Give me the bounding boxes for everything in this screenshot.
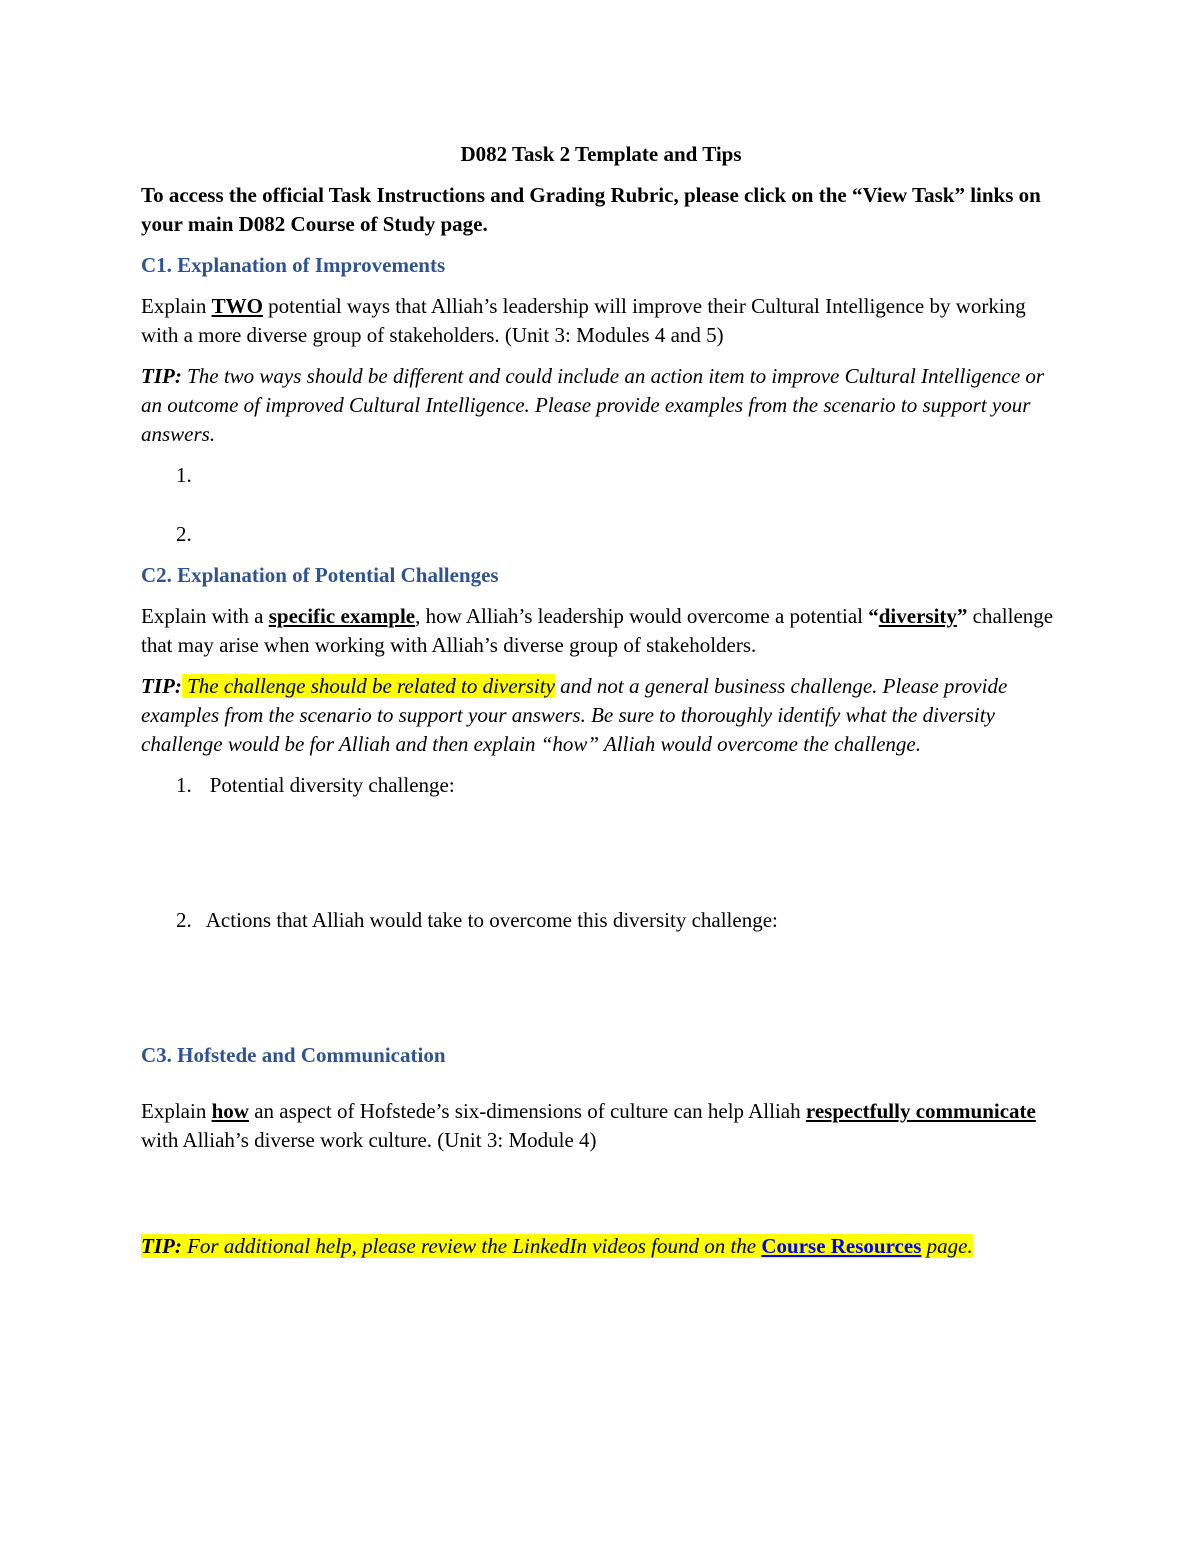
section-c3-prompt (141, 1097, 1061, 1155)
c2-answer-item-2 (141, 906, 1061, 935)
c1-answer-item-1: 1. (176, 463, 192, 487)
section-c2-heading: C2. Explanation of Potential Challenges (141, 563, 499, 587)
final-tip (141, 1232, 1061, 1261)
section-c1-heading: C1. Explanation of Improvements (141, 253, 446, 277)
final-tip-label: TIP: (141, 1234, 182, 1258)
final-tip-end: page. (921, 1234, 973, 1258)
final-tip-text: For additional help, please review the LinkedIn videos found on the (181, 1234, 762, 1258)
c2-tip-label: TIP: (141, 674, 182, 698)
section-c2-tip (141, 672, 1061, 759)
c2-answer-item-1 (141, 771, 1061, 800)
document-title: D082 Task 2 Template and Tips (460, 142, 742, 166)
c1-text-a: Explain (141, 294, 212, 318)
c2-tip-highlight: The challenge should be related to diversity (181, 674, 555, 698)
section-c2-prompt (141, 602, 1061, 660)
c2-item2-number: 2. (176, 908, 192, 932)
c2-tip-text: and not a general business challenge. Please provide examples from the scenario to support your answers. Be sure to thoroughly identify what the diversity challenge would be for Alliah and then explain “how” Alliah would overcome the challenge. (141, 674, 1008, 756)
c2-item1-number: 1. (176, 773, 192, 797)
c2-text-a: Explain with a (141, 604, 269, 628)
section-c3-heading: C3. Hofstede and Communication (141, 1043, 446, 1067)
c1-text-c: potential ways that Alliah’s leadership will improve their Cultural Intelligence by working with a more diverse group of stakeholders. (Unit 3: Modules 4 and 5) (141, 294, 1026, 347)
c2-text-c: , how Alliah’s leadership would overcome a potential (415, 604, 869, 628)
c2-emphasis-diversity: diversity (878, 604, 957, 628)
c2-item1-text: Potential diversity challenge: (209, 773, 455, 797)
c1-emphasis-two: TWO (211, 294, 263, 318)
c2-item2-text: Actions that Alliah would take to overcome this diversity challenge: (205, 908, 778, 932)
c2-text-g: challenge that may arise when working with Alliah’s diverse group of stakeholders. (141, 604, 1054, 657)
c1-tip-label: TIP: (141, 364, 182, 388)
c3-text-a: Explain (141, 1099, 212, 1123)
c1-answer-item-2: 2. (176, 522, 192, 546)
section-c1-tip (141, 362, 1061, 449)
course-resources-link[interactable]: Course Resources (761, 1234, 922, 1258)
c3-emphasis-how: how (211, 1099, 249, 1123)
c3-emphasis-respectfully-communicate: respectfully communicate (805, 1099, 1036, 1123)
section-c1-prompt (141, 292, 1061, 350)
c2-open-quote: “ (868, 604, 879, 628)
intro-paragraph: To access the official Task Instructions and Grading Rubric, please click on the “View Task” links on your main D082 Course of Study page. (141, 183, 1041, 236)
document-page (141, 140, 1061, 1273)
c1-tip-text: The two ways should be different and could include an action item to improve Cultural Intelligence or an outcome of improved Cultural Intelligence. Please provide examples from the scenario to support your answers. (141, 364, 1045, 446)
c3-text-c: an aspect of Hofstede’s six-dimensions of culture can help Alliah (248, 1099, 806, 1123)
c3-text-e: with Alliah’s diverse work culture. (Unit 3: Module 4) (141, 1128, 597, 1152)
c2-close-quote: ” (956, 604, 968, 628)
c2-emphasis-specific-example: specific example (268, 604, 416, 628)
